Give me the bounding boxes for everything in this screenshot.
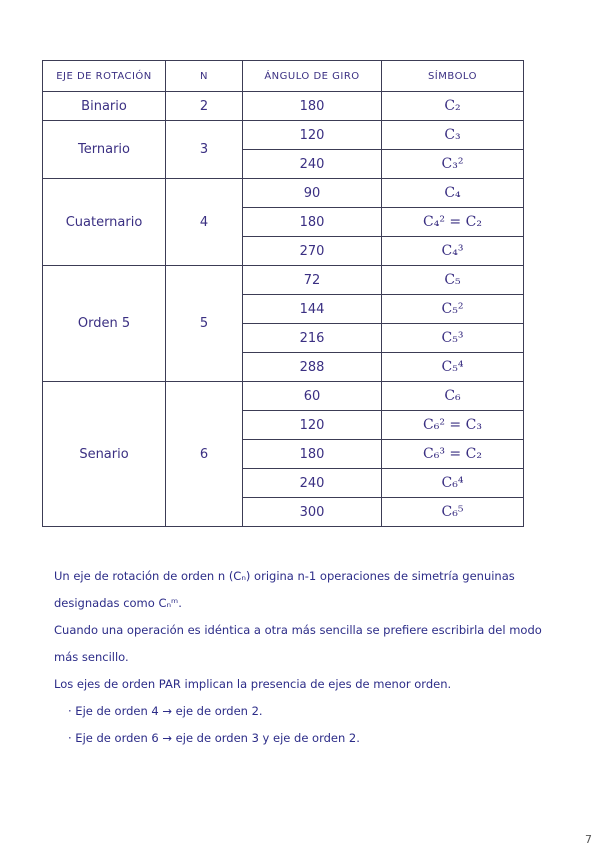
symbol-cell: C₅⁴ — [382, 353, 524, 382]
page-number: 7 — [585, 833, 592, 846]
header-symbol: SÍMBOLO — [382, 61, 524, 92]
angle-cell: 270 — [243, 237, 382, 266]
n-cell: 2 — [166, 92, 243, 121]
note-line: Cuando una operación es idéntica a otra más sencilla se prefiere escribirla del modo — [54, 623, 542, 637]
symbol-cell: C₄ — [382, 179, 524, 208]
symbol-cell: C₅³ — [382, 324, 524, 353]
angle-cell: 180 — [243, 440, 382, 469]
angle-cell: 60 — [243, 382, 382, 411]
note-bullet: · Eje de orden 6 → eje de orden 3 y eje de orden 2. — [68, 731, 360, 745]
symbol-cell: C₄³ — [382, 237, 524, 266]
n-cell: 4 — [166, 179, 243, 266]
angle-cell: 300 — [243, 498, 382, 527]
axis-cell: Orden 5 — [43, 266, 166, 382]
angle-cell: 90 — [243, 179, 382, 208]
angle-cell: 240 — [243, 469, 382, 498]
notes-section — [54, 563, 574, 752]
header-axis: EJE DE ROTACIÓN — [43, 61, 166, 92]
symbol-cell: C₆⁵ — [382, 498, 524, 527]
note-line: Un eje de rotación de orden n (Cₙ) origina n-1 operaciones de simetría genuinas — [54, 569, 515, 583]
bleed-through-heading — [80, 30, 550, 52]
axis-cell: Senario — [43, 382, 166, 527]
table-row — [43, 382, 524, 411]
n-cell: 5 — [166, 266, 243, 382]
angle-cell: 216 — [243, 324, 382, 353]
angle-cell: 120 — [243, 121, 382, 150]
angle-cell: 288 — [243, 353, 382, 382]
table-row — [43, 266, 524, 295]
symbol-cell: C₂ — [382, 92, 524, 121]
table-row — [43, 121, 524, 150]
note-bullet: · Eje de orden 4 → eje de orden 2. — [68, 704, 263, 718]
symbol-cell: C₃² — [382, 150, 524, 179]
table-header-row — [43, 61, 524, 92]
symbol-cell: C₅² — [382, 295, 524, 324]
angle-cell: 180 — [243, 92, 382, 121]
angle-cell: 240 — [243, 150, 382, 179]
symbol-cell: C₃ — [382, 121, 524, 150]
symbol-cell: C₄² = C₂ — [382, 208, 524, 237]
note-line: designadas como Cₙᵐ. — [54, 596, 182, 610]
header-n: N — [166, 61, 243, 92]
symbol-cell: C₆⁴ — [382, 469, 524, 498]
table-row — [43, 92, 524, 121]
axis-cell: Binario — [43, 92, 166, 121]
axis-cell: Ternario — [43, 121, 166, 179]
symbol-cell: C₅ — [382, 266, 524, 295]
note-line: Los ejes de orden PAR implican la presencia de ejes de menor orden. — [54, 677, 452, 691]
table-row — [43, 179, 524, 208]
symbol-cell: C₆ — [382, 382, 524, 411]
angle-cell: 144 — [243, 295, 382, 324]
symbol-cell: C₆³ = C₂ — [382, 440, 524, 469]
symbol-cell: C₆² = C₃ — [382, 411, 524, 440]
note-line: más sencillo. — [54, 650, 129, 664]
angle-cell: 120 — [243, 411, 382, 440]
angle-cell: 180 — [243, 208, 382, 237]
n-cell: 6 — [166, 382, 243, 527]
n-cell: 3 — [166, 121, 243, 179]
header-angle: ÁNGULO DE GIRO — [243, 61, 382, 92]
axis-cell: Cuaternario — [43, 179, 166, 266]
rotation-axes-table — [42, 60, 524, 527]
angle-cell: 72 — [243, 266, 382, 295]
